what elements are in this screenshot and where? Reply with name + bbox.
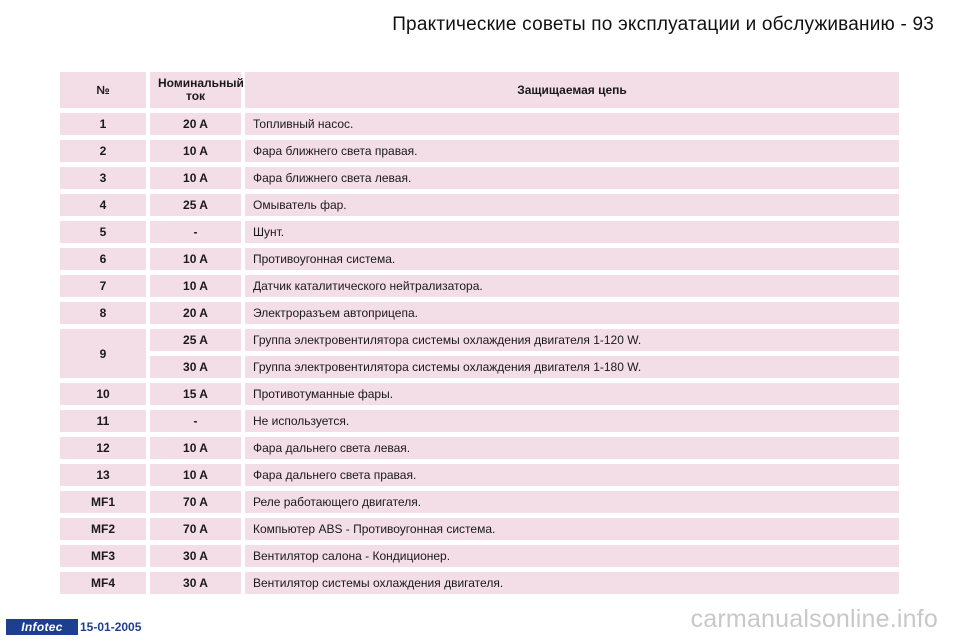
table-row [60, 248, 899, 270]
fuse-number: 6 [60, 248, 146, 270]
fuse-circuit: Группа электровентилятора системы охлаждения двигателя 1-120 W. [245, 329, 899, 351]
fuse-number: 1 [60, 113, 146, 135]
fuse-circuit: Датчик каталитического нейтрализатора. [245, 275, 899, 297]
table-row [60, 572, 899, 594]
fuse-circuit: Реле работающего двигателя. [245, 491, 899, 513]
table-row [60, 383, 899, 405]
fuse-current: 25 A [150, 194, 241, 216]
fuse-number: MF4 [60, 572, 146, 594]
fuse-number: MF2 [60, 518, 146, 540]
fuse-circuit: Шунт. [245, 221, 899, 243]
fuse-circuit: Вентилятор системы охлаждения двигателя. [245, 572, 899, 594]
header-circuit: Защищаемая цепь [245, 72, 899, 108]
fuse-circuit: Группа электровентилятора системы охлаждения двигателя 1-180 W. [245, 356, 899, 378]
table-row [60, 113, 899, 135]
footer-date: 15-01-2005 [80, 620, 142, 634]
fuse-number: 5 [60, 221, 146, 243]
fuse-circuit: Фара ближнего света левая. [245, 167, 899, 189]
fuse-number: 9 [60, 329, 146, 378]
table-row [60, 410, 899, 432]
fuse-number: 12 [60, 437, 146, 459]
fuse-number: 8 [60, 302, 146, 324]
table-row [60, 275, 899, 297]
fuse-circuit: Вентилятор салона - Кондиционер. [245, 545, 899, 567]
fuse-current: - [150, 410, 241, 432]
fuse-current: 70 A [150, 491, 241, 513]
table-row [60, 329, 899, 351]
fuse-current: 25 A [150, 329, 241, 351]
fuse-number: 4 [60, 194, 146, 216]
fuse-current: 20 A [150, 113, 241, 135]
fuse-current: 30 A [150, 572, 241, 594]
fuse-current: - [150, 221, 241, 243]
infotec-logo: Infotec [6, 619, 78, 635]
fuse-current: 10 A [150, 248, 241, 270]
table-header-row [60, 72, 899, 108]
fuse-table [56, 67, 903, 599]
fuse-number: 7 [60, 275, 146, 297]
fuse-number: 11 [60, 410, 146, 432]
fuse-number: MF3 [60, 545, 146, 567]
fuse-circuit: Противоугонная система. [245, 248, 899, 270]
table-row [60, 167, 899, 189]
table-row [60, 221, 899, 243]
fuse-circuit: Противотуманные фары. [245, 383, 899, 405]
watermark: carmanualsonline.info [690, 605, 938, 633]
table-row [60, 545, 899, 567]
fuse-circuit: Компьютер ABS - Противоугонная система. [245, 518, 899, 540]
fuse-circuit: Фара дальнего света правая. [245, 464, 899, 486]
fuse-current: 10 A [150, 275, 241, 297]
fuse-circuit: Электроразъем автоприцепа. [245, 302, 899, 324]
fuse-circuit: Фара дальнего света левая. [245, 437, 899, 459]
fuse-current: 10 A [150, 437, 241, 459]
fuse-current: 20 A [150, 302, 241, 324]
fuse-current: 10 A [150, 167, 241, 189]
fuse-number: 3 [60, 167, 146, 189]
fuse-current: 30 A [150, 545, 241, 567]
fuse-number: 2 [60, 140, 146, 162]
fuse-current: 30 A [150, 356, 241, 378]
fuse-circuit: Омыватель фар. [245, 194, 899, 216]
fuse-number: 13 [60, 464, 146, 486]
table-row [60, 518, 899, 540]
page-title: Практические советы по эксплуатации и обслуживанию - 93 [392, 14, 934, 35]
table-row [60, 356, 899, 378]
table-row [60, 491, 899, 513]
fuse-current: 10 A [150, 464, 241, 486]
table-row [60, 140, 899, 162]
header-current: Номинальный ток [150, 72, 241, 108]
fuse-circuit: Топливный насос. [245, 113, 899, 135]
table-row [60, 464, 899, 486]
fuse-current: 70 A [150, 518, 241, 540]
fuse-current: 10 A [150, 140, 241, 162]
header-number: № [60, 72, 146, 108]
fuse-current: 15 A [150, 383, 241, 405]
fuse-circuit: Фара ближнего света правая. [245, 140, 899, 162]
table-row [60, 194, 899, 216]
fuse-number: 10 [60, 383, 146, 405]
table-row [60, 302, 899, 324]
fuse-circuit: Не используется. [245, 410, 899, 432]
table-row [60, 437, 899, 459]
fuse-number: MF1 [60, 491, 146, 513]
